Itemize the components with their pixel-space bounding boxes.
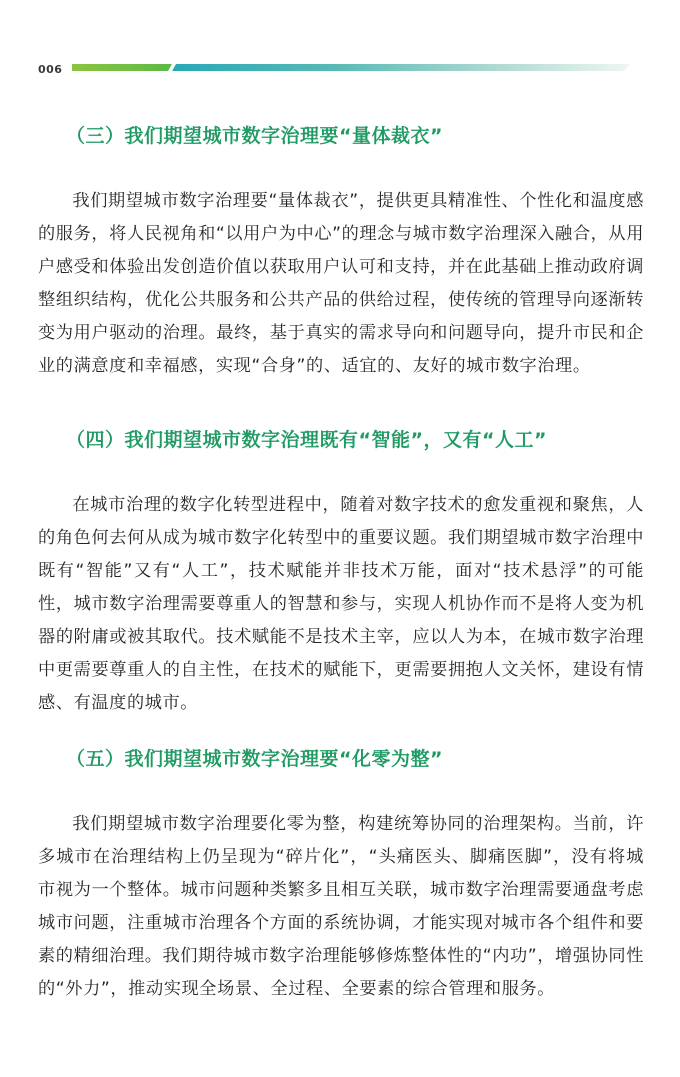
page-number: 006: [38, 63, 63, 76]
section-three: [38, 123, 644, 383]
header-gradient-bar: [72, 64, 630, 74]
section-heading: （四）我们期望城市数字治理既有“智能”，又有“人工”: [66, 429, 547, 451]
header-bar-green-segment: [72, 64, 172, 71]
header-bar-teal-segment: [172, 64, 630, 71]
section-heading: （五）我们期望城市数字治理要“化零为整”: [66, 748, 443, 770]
section-body: 在城市治理的数字化转型进程中，随着对数字技术的愈发重视和聚焦，人的角色何去何从成为城市数字化转型中的重要议题。我们期望城市数字治理中既有“智能”又有“人工”，技术赋能并非技术万能，面对“技术悬浮”的可能性，城市数字治理需要尊重人的智慧和参与，实现人机协作而不是将人变为机器的附庸或被其取代。技术赋能不是技术主宰，应以人为本，在城市数字治理中更需要尊重人的自主性，在技术的赋能下，更需要拥抱人文关怀，建设有情感、有温度的城市。: [38, 495, 644, 713]
section-body: 我们期望城市数字治理要“量体裁衣”，提供更具精准性、个性化和温度感的服务，将人民视角和“以用户为中心”的理念与城市数字治理深入融合，从用户感受和体验出发创造价值以获取用户认可和支持，并在此基础上推动政府调整组织结构，优化公共服务和公共产品的供给过程，使传统的管理导向逐渐转变为用户驱动的治理。最终，基于真实的需求导向和问题导向，提升市民和企业的满意度和幸福感，实现“合身”的、适宜的、友好的城市数字治理。: [38, 191, 644, 376]
section-heading: （三）我们期望城市数字治理要“量体裁衣”: [66, 125, 443, 147]
section-four: [38, 427, 644, 720]
page-header: [0, 0, 680, 90]
section-five: [38, 746, 644, 1006]
section-body: 我们期望城市数字治理要化零为整，构建统筹协同的治理架构。当前，许多城市在治理结构上仍呈现为“碎片化”，“头痛医头、脚痛医脚”，没有将城市视为一个整体。城市问题种类繁多且相互关联，城市数字治理需要通盘考虑城市问题，注重城市治理各个方面的系统协调，才能实现对城市各个组件和要素的精细治理。我们期待城市数字治理能够修炼整体性的“内功”，增强协同性的“外力”，推动实现全场景、全过程、全要素的综合管理和服务。: [38, 814, 644, 999]
